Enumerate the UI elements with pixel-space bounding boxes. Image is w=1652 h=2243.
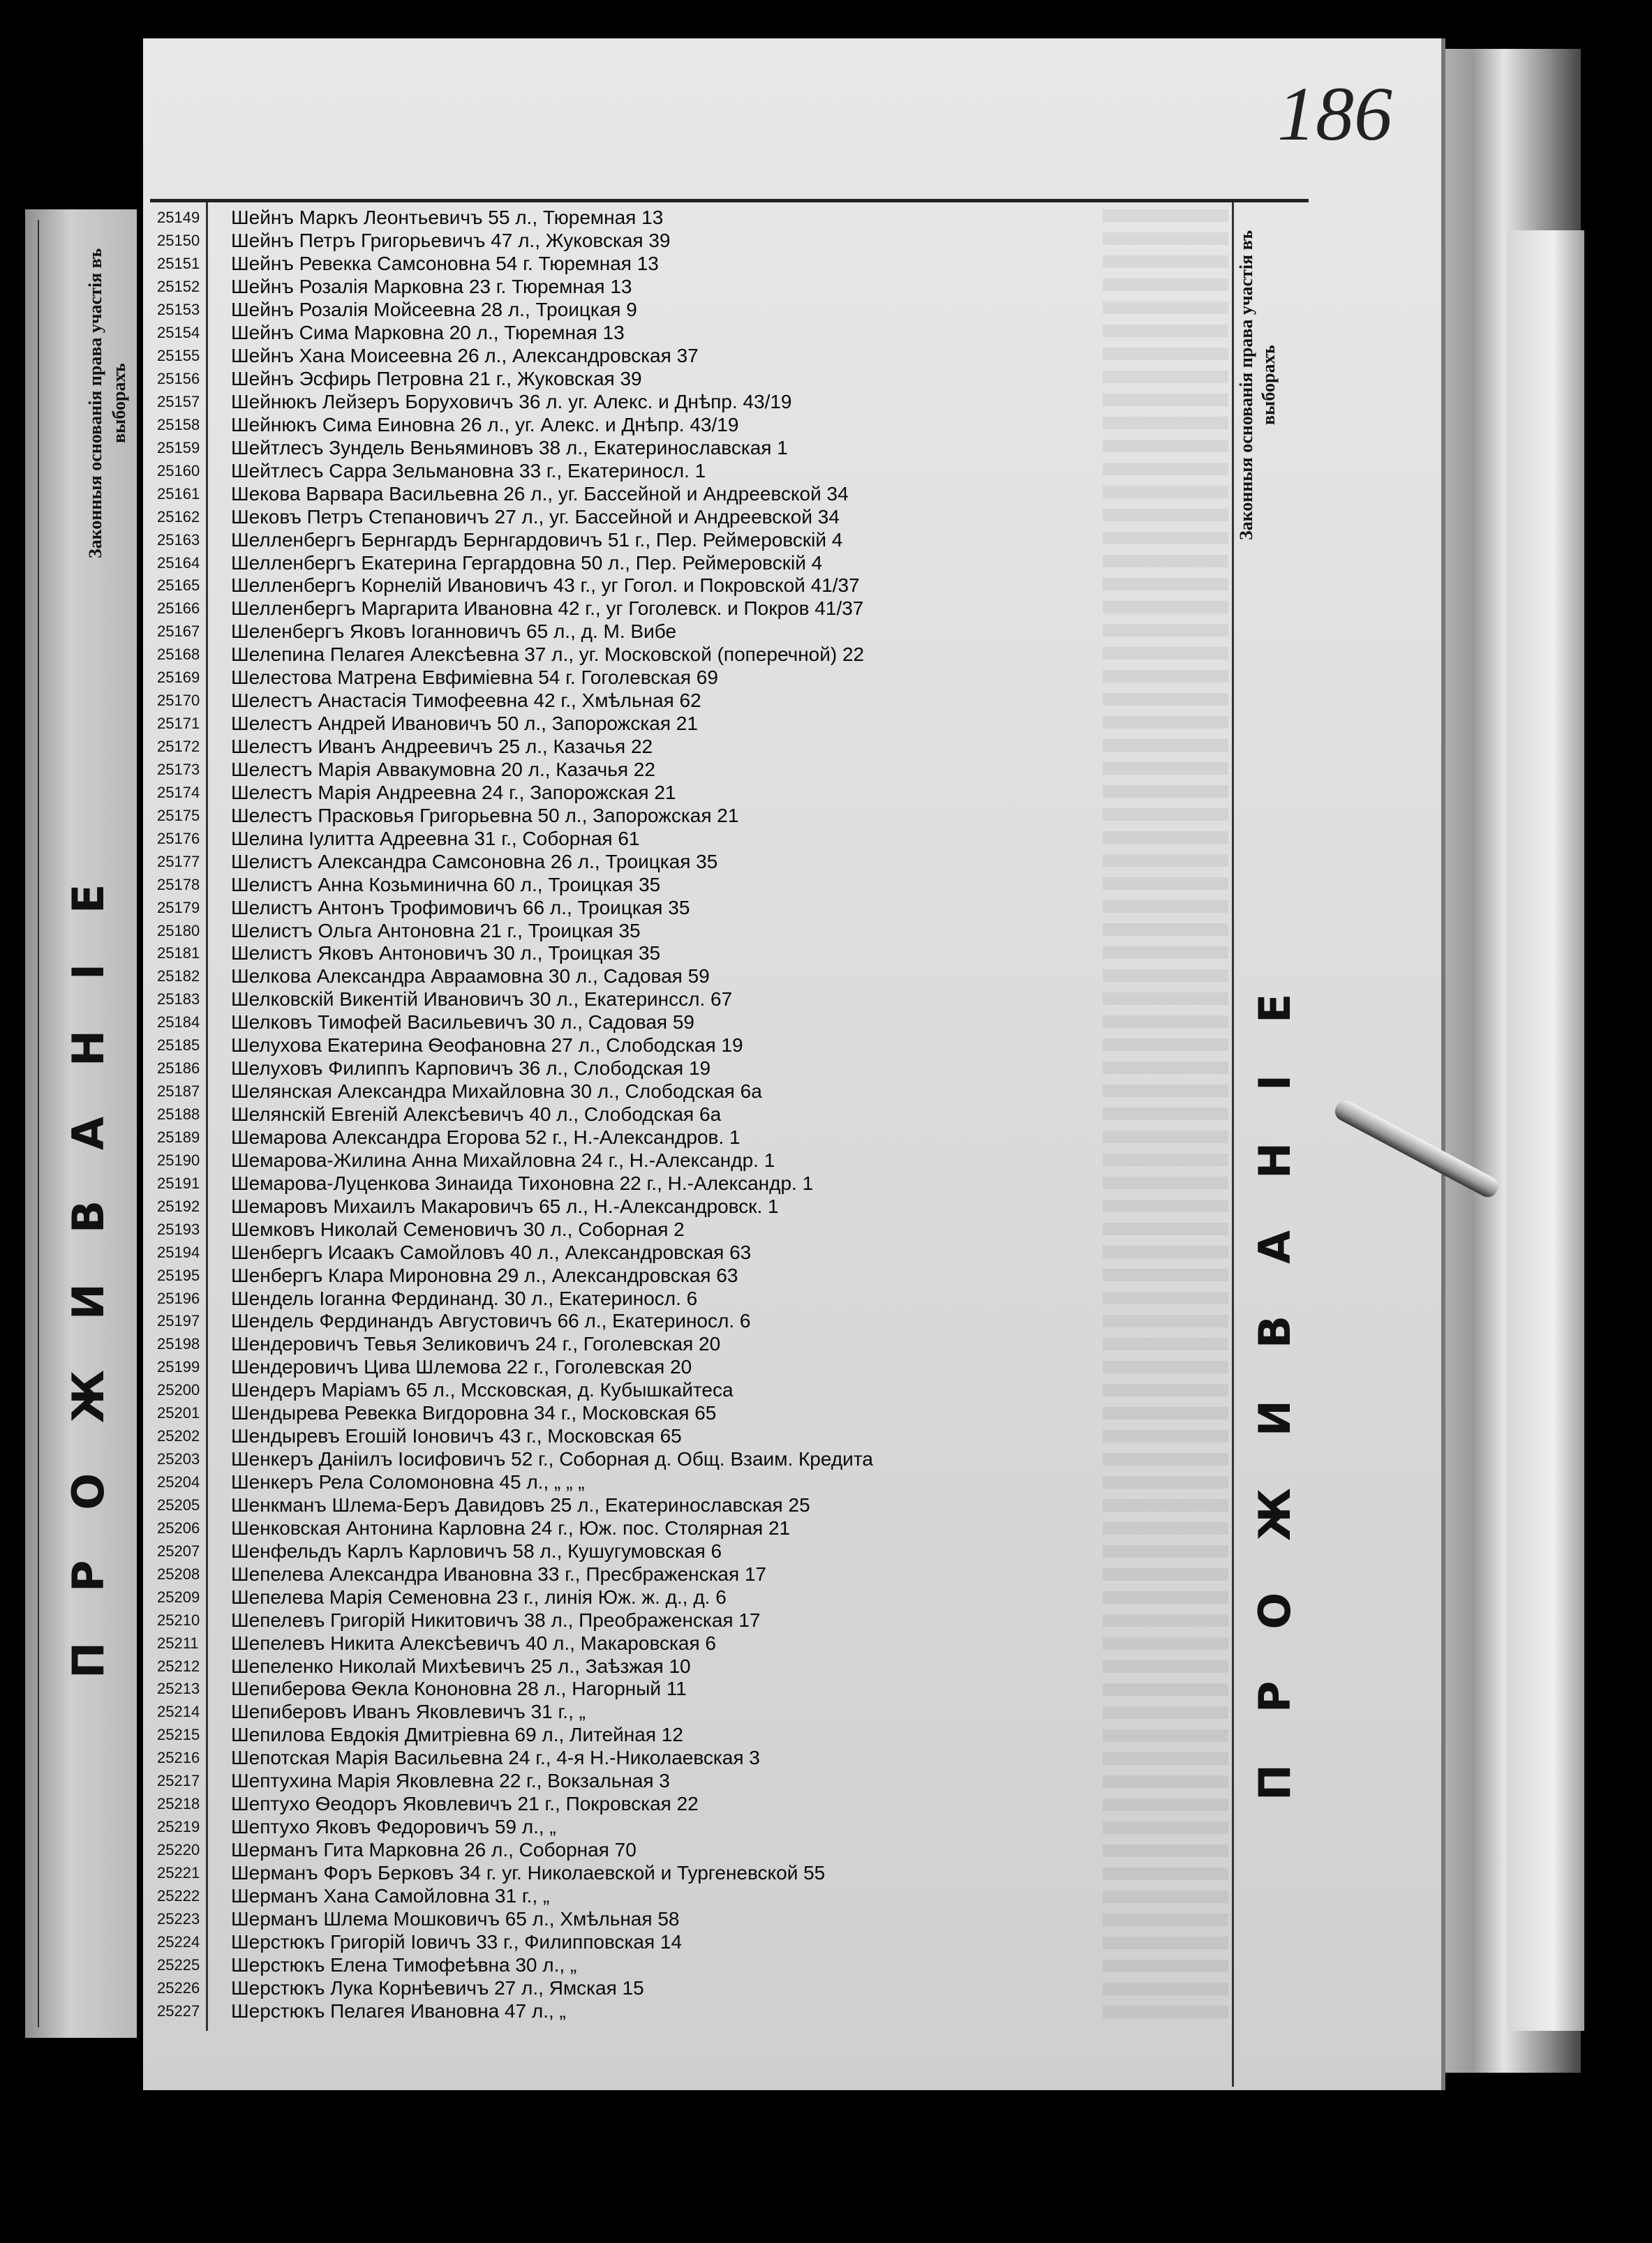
registry-row xyxy=(157,736,1148,759)
entry-number: 25227 xyxy=(157,2002,200,2020)
entry-number: 25169 xyxy=(157,669,200,687)
entry-text: Шелковскій Викентій Ивановичъ 30 л., Екатеринссл. 67 xyxy=(231,988,733,1011)
entry-text: Шемарова-Луценкова Зинаида Тихоновна 22 г., Н.-Александр. 1 xyxy=(231,1172,814,1194)
registry-row xyxy=(157,965,1148,988)
entry-number: 25199 xyxy=(157,1358,200,1376)
entry-number: 25226 xyxy=(157,1979,200,1997)
entry-number: 25160 xyxy=(157,461,200,479)
entry-text: Шемаровъ Михаилъ Макаровичъ 65 л., Н.-Александровск. 1 xyxy=(231,1195,779,1217)
entry-text: Шемарова-Жилина Анна Михайловна 24 г., Н.-Александр. 1 xyxy=(231,1149,775,1171)
registry-row xyxy=(157,1195,1148,1218)
registry-row xyxy=(157,1999,1148,2022)
entry-text: Шеленбергъ Яковъ Іоганновичъ 65 л., д. М. Вибе xyxy=(231,620,677,643)
entry-text: Шейнъ Сима Марковна 20 л., Тюремная 13 xyxy=(231,322,625,344)
entry-text: Шейнъ Розалія Мойсеевна 28 л., Троицкая 9 xyxy=(231,299,637,321)
registry-row xyxy=(157,850,1148,873)
entry-number: 25204 xyxy=(157,1473,200,1491)
registry-row xyxy=(157,804,1148,827)
entry-text: Шемковъ Николай Семеновичъ 30 л., Соборная 2 xyxy=(231,1218,685,1240)
entry-number: 25192 xyxy=(157,1197,200,1215)
registry-row xyxy=(157,1172,1148,1195)
entry-number: 25153 xyxy=(157,301,200,319)
entry-number: 25156 xyxy=(157,370,200,388)
registry-row xyxy=(157,1471,1148,1494)
registry-row xyxy=(157,1057,1148,1080)
registry-row xyxy=(157,505,1148,528)
registry-row xyxy=(157,551,1148,574)
entry-text: Шерстюкъ Елена Тимофеѣвна 30 л., „ xyxy=(231,1953,577,1976)
entry-number: 25197 xyxy=(157,1312,200,1330)
entry-number: 25189 xyxy=(157,1128,200,1146)
entry-number: 25221 xyxy=(157,1863,200,1881)
registry-row xyxy=(157,413,1148,436)
registry-row xyxy=(157,482,1148,505)
entry-text: Шерманъ Хана Самойловна 31 г., „ xyxy=(231,1884,550,1907)
entry-number: 25225 xyxy=(157,1955,200,1974)
registry-row xyxy=(157,253,1148,276)
entry-number: 25154 xyxy=(157,324,200,342)
entry-text: Шелестъ Андрей Ивановичъ 50 л., Запорожская 21 xyxy=(231,713,698,735)
registry-row xyxy=(157,1218,1148,1241)
registry-row xyxy=(157,1907,1148,1930)
registry-row xyxy=(157,391,1148,414)
registry-row xyxy=(157,230,1148,253)
entry-number: 25218 xyxy=(157,1795,200,1813)
entry-number: 25171 xyxy=(157,715,200,733)
registry-row xyxy=(157,1241,1148,1264)
entry-number: 25158 xyxy=(157,415,200,433)
entry-text: Шерстюкъ Григорій Іовичъ 33 г., Филипповская 14 xyxy=(231,1930,683,1953)
entry-number: 25174 xyxy=(157,783,200,801)
entry-number: 25172 xyxy=(157,738,200,756)
entry-text: Шелкова Александра Авраамовна 30 л., Садовая 59 xyxy=(231,965,710,988)
registry-row xyxy=(157,690,1148,713)
entry-text: Шептухо Ѳеодоръ Яковлевичъ 21 г., Покровская 22 xyxy=(231,1793,699,1815)
registry-row xyxy=(157,1494,1148,1517)
entry-number: 25210 xyxy=(157,1611,200,1629)
entry-text: Шелленбергъ Екатерина Гергардовна 50 л., Пер. Реймеровскій 4 xyxy=(231,551,823,574)
registry-row xyxy=(157,1770,1148,1793)
right-column-rule xyxy=(1232,202,1234,2087)
entry-text: Шерстюкъ Пелагея Ивановна 47 л., „ xyxy=(231,1999,566,2022)
entry-text: Шепелева Марія Семеновна 23 г., линія Юж. ж. д., д. 6 xyxy=(231,1586,727,1608)
entry-text: Шекова Варвара Васильевна 26 л., уг. Бассейной и Андреевской 34 xyxy=(231,482,849,505)
entry-text: Шелистъ Яковъ Антоновичъ 30 л., Троицкая 35 xyxy=(231,942,661,964)
registry-row xyxy=(157,1402,1148,1425)
entry-number: 25196 xyxy=(157,1289,200,1307)
entry-text: Шепиберова Ѳекла Кононовна 28 л., Нагорный 11 xyxy=(231,1678,687,1700)
entry-number: 25202 xyxy=(157,1427,200,1445)
entry-number: 25167 xyxy=(157,623,200,641)
entry-number: 25190 xyxy=(157,1151,200,1169)
registry-row xyxy=(157,896,1148,919)
registry-row xyxy=(157,597,1148,620)
entry-number: 25186 xyxy=(157,1059,200,1078)
entry-number: 25217 xyxy=(157,1772,200,1790)
registry-row xyxy=(157,1540,1148,1563)
entry-text: Шерстюкъ Лука Корнѣевичъ 27 л., Ямская 15 xyxy=(231,1976,644,1999)
entry-text: Шендель Фердинандъ Августовичъ 66 л., Екатериносл. 6 xyxy=(231,1310,751,1332)
registry-row xyxy=(157,827,1148,850)
registry-row xyxy=(157,207,1148,230)
entry-number: 25185 xyxy=(157,1036,200,1055)
entry-number: 25184 xyxy=(157,1013,200,1031)
entry-number: 25205 xyxy=(157,1496,200,1514)
registry-row xyxy=(157,1287,1148,1310)
registry-row xyxy=(157,1425,1148,1448)
book-edge-pages xyxy=(1508,230,1584,2031)
entry-number: 25183 xyxy=(157,990,200,1008)
entry-text: Шейнъ Эсфирь Петровна 21 г., Жуковская 39 xyxy=(231,368,642,390)
entry-number: 25173 xyxy=(157,760,200,778)
entry-number: 25215 xyxy=(157,1726,200,1744)
entry-number: 25155 xyxy=(157,347,200,365)
entry-number: 25219 xyxy=(157,1818,200,1836)
entry-text: Шелянская Александра Михайловна 30 л., Слободская 6а xyxy=(231,1080,762,1103)
registry-row xyxy=(157,1862,1148,1885)
entry-number: 25194 xyxy=(157,1243,200,1261)
entry-text: Шелленбергъ Маргарита Ивановна 42 г., уг Гоголевск. и Покров 41/37 xyxy=(231,597,864,620)
registry-row xyxy=(157,1310,1148,1333)
registry-row xyxy=(157,1884,1148,1907)
entry-text: Шепелева Александра Ивановна 33 г., Пресбраженская 17 xyxy=(231,1563,767,1585)
entry-number: 25151 xyxy=(157,255,200,273)
entry-number: 25207 xyxy=(157,1542,200,1560)
entry-number: 25182 xyxy=(157,967,200,985)
entry-number: 25220 xyxy=(157,1841,200,1859)
entry-text: Шендеръ Маріамъ 65 л., Мссковская, д. Кубышкайтеса xyxy=(231,1379,734,1401)
entry-text: Шендыревъ Егошій Іоновичъ 43 г., Московская 65 xyxy=(231,1425,682,1447)
entry-text: Шейнъ Ревекка Самсоновна 54 г. Тюремная 13 xyxy=(231,253,659,275)
top-rule xyxy=(150,199,1309,202)
left-column-header: Законныя основанія права участія въ выборахъ xyxy=(85,248,129,559)
entry-number: 25203 xyxy=(157,1450,200,1468)
entry-text: Шептухина Марія Яковлевна 22 г., Вокзальная 3 xyxy=(231,1770,670,1792)
registry-row xyxy=(157,1103,1148,1126)
entry-number: 25188 xyxy=(157,1105,200,1124)
registry-row xyxy=(157,1356,1148,1379)
registry-row xyxy=(157,1701,1148,1724)
registry-row xyxy=(157,1011,1148,1034)
registry-row xyxy=(157,1448,1148,1471)
registry-row xyxy=(157,1793,1148,1816)
registry-row xyxy=(157,436,1148,459)
registry-row xyxy=(157,1264,1148,1287)
entry-text: Шелковъ Тимофей Васильевичъ 30 л., Садовая 59 xyxy=(231,1011,694,1034)
entry-text: Шелестъ Марія Аввакумовна 20 л., Казачья 22 xyxy=(231,758,655,780)
registry-row xyxy=(157,528,1148,551)
entry-number: 25179 xyxy=(157,898,200,916)
registry-row xyxy=(157,1678,1148,1701)
registry-row xyxy=(157,1747,1148,1770)
entry-text: Шенбергъ Клара Мироновна 29 л., Александровская 63 xyxy=(231,1264,738,1286)
entry-text: Шелина Іулитта Адреевна 31 г., Соборная 61 xyxy=(231,827,640,849)
entry-text: Шелленбергъ Корнелій Ивановичъ 43 г., уг Гогол. и Покровской 41/37 xyxy=(231,574,860,597)
registry-row xyxy=(157,1953,1148,1976)
entry-text: Шепотская Марія Васильевна 24 г., 4-я Н.-Николаевская 3 xyxy=(231,1747,760,1769)
registry-row xyxy=(157,1632,1148,1655)
entry-number: 25163 xyxy=(157,530,200,549)
registry-row xyxy=(157,1517,1148,1540)
registry-row xyxy=(157,299,1148,322)
entry-text: Шейнъ Петръ Григорьевичъ 47 л., Жуковская 39 xyxy=(231,230,671,252)
entry-text: Шенкманъ Шлема-Беръ Давидовъ 25 л., Екатеринославская 25 xyxy=(231,1493,810,1516)
entry-number: 25201 xyxy=(157,1404,200,1422)
entry-number: 25178 xyxy=(157,875,200,893)
entry-text: Шелухова Екатерина Ѳеофановна 27 л., Слободская 19 xyxy=(231,1034,743,1057)
entry-text: Шендеровичъ Цива Шлемова 22 г., Гоголевская 20 xyxy=(231,1356,692,1378)
entry-number: 25161 xyxy=(157,484,200,502)
registry-row xyxy=(157,942,1148,965)
registry-row xyxy=(157,1586,1148,1609)
entry-number: 25208 xyxy=(157,1565,200,1583)
entry-number: 25222 xyxy=(157,1886,200,1905)
entry-number: 25157 xyxy=(157,392,200,410)
entry-text: Шелистъ Ольга Антоновна 21 г., Троицкая 35 xyxy=(231,919,641,941)
entry-number: 25198 xyxy=(157,1335,200,1353)
entry-number: 25213 xyxy=(157,1680,200,1698)
entry-text: Шелестъ Анастасія Тимофеевна 42 г., Хмѣльная 62 xyxy=(231,690,701,712)
entry-text: Шейнюкъ Лейзеръ Боруховичъ 36 л. уг. Алекс. и Днѣпр. 43/19 xyxy=(231,390,792,412)
entry-number: 25162 xyxy=(157,507,200,526)
entry-number: 25206 xyxy=(157,1519,200,1537)
entry-text: Шенковская Антонина Карловна 24 г., Юж. пос. Столярная 21 xyxy=(231,1517,791,1539)
registry-row xyxy=(157,1655,1148,1678)
entry-text: Шепилова Евдокія Дмитріевна 69 л., Литейная 12 xyxy=(231,1724,683,1746)
entry-text: Шейтлесъ Сарра Зельмановна 33 г., Екатериносл. 1 xyxy=(231,459,706,482)
entry-number: 25214 xyxy=(157,1703,200,1721)
registry-row xyxy=(157,1333,1148,1356)
entry-number: 25211 xyxy=(157,1634,199,1652)
registry-row xyxy=(157,713,1148,736)
entry-text: Шелянскій Евгеній Алексѣевичъ 40 л., Слободская 6а xyxy=(231,1103,722,1126)
entry-number: 25212 xyxy=(157,1657,200,1675)
right-column-header: Законныя основанія права участія въ выборахъ xyxy=(1236,230,1279,541)
registry-row xyxy=(157,988,1148,1011)
entry-text: Шелестъ Иванъ Андреевичъ 25 л., Казачья 22 xyxy=(231,736,653,758)
registry-row xyxy=(157,1126,1148,1149)
entry-text: Шелистъ Анна Козьминична 60 л., Троицкая 35 xyxy=(231,873,661,895)
registry-row xyxy=(157,1609,1148,1632)
registry-row xyxy=(157,1563,1148,1586)
entry-number: 25164 xyxy=(157,553,200,572)
registry-row xyxy=(157,1839,1148,1862)
entry-number: 25170 xyxy=(157,692,200,710)
entry-text: Шелуховъ Филиппъ Карповичъ 36 л., Слободская 19 xyxy=(231,1057,711,1080)
entry-text: Шенбергъ Исаакъ Самойловъ 40 л., Александровская 63 xyxy=(231,1241,752,1263)
entry-number: 25200 xyxy=(157,1381,200,1399)
entry-number: 25224 xyxy=(157,1932,200,1951)
entry-text: Шенфельдъ Карлъ Карловичъ 58 л., Кушугумовская 6 xyxy=(231,1540,722,1562)
registry-entries xyxy=(157,207,1148,2022)
entry-number: 25195 xyxy=(157,1266,200,1284)
entry-number: 25175 xyxy=(157,806,200,824)
registry-row xyxy=(157,781,1148,804)
entry-text: Шелистъ Александра Самсоновна 26 л., Троицкая 35 xyxy=(231,850,718,872)
entry-text: Шековъ Петръ Степановичъ 27 л., уг. Бассейной и Андреевской 34 xyxy=(231,505,840,528)
registry-row xyxy=(157,574,1148,597)
registry-row xyxy=(157,1149,1148,1172)
entry-number: 25209 xyxy=(157,1588,200,1606)
entry-number: 25193 xyxy=(157,1220,200,1238)
registry-row xyxy=(157,1080,1148,1103)
entry-text: Шендырева Ревекка Вигдоровна 34 г., Московская 65 xyxy=(231,1402,717,1424)
entry-number: 25166 xyxy=(157,599,200,618)
entry-text: Шейнъ Маркъ Леонтьевичъ 55 л., Тюремная 13 xyxy=(231,207,664,229)
entry-text: Шейтлесъ Зундель Веньяминовъ 38 л., Екатеринославская 1 xyxy=(231,436,788,459)
entry-text: Шелленбергъ Бернгардъ Бернгардовичъ 51 г., Пер. Реймеровскій 4 xyxy=(231,528,843,551)
registry-row xyxy=(157,620,1148,643)
entry-number: 25150 xyxy=(157,232,200,250)
entry-text: Шемарова Александра Егорова 52 г., Н.-Александров. 1 xyxy=(231,1126,741,1148)
entry-number: 25191 xyxy=(157,1174,200,1192)
registry-row xyxy=(157,276,1148,299)
registry-row xyxy=(157,666,1148,690)
registry-row xyxy=(157,1816,1148,1839)
entry-text: Шейнъ Хана Моисеевна 26 л., Александровская 37 xyxy=(231,345,699,367)
entry-number: 25177 xyxy=(157,852,200,870)
registry-row xyxy=(157,322,1148,345)
strip-rule xyxy=(38,220,39,2027)
entry-text: Шепелевъ Никита Алексѣевичъ 40 л., Макаровская 6 xyxy=(231,1632,716,1654)
registry-row xyxy=(157,643,1148,666)
entry-text: Шейнюкъ Сима Еиновна 26 л., уг. Алекс. и Днѣпр. 43/19 xyxy=(231,413,739,435)
registry-row xyxy=(157,1034,1148,1057)
entry-text: Шепиберовъ Иванъ Яковлевичъ 31 г., „ xyxy=(231,1701,586,1723)
left-section-title: ПРОЖИВАНІЕ xyxy=(63,833,114,1679)
page-number: 186 xyxy=(1277,71,1392,156)
entry-number: 25187 xyxy=(157,1082,200,1101)
entry-text: Шептухо Яковъ Федоровичъ 59 л., „ xyxy=(231,1816,556,1838)
entry-number: 25176 xyxy=(157,829,200,847)
registry-row xyxy=(157,759,1148,782)
entry-text: Шелестъ Прасковья Григорьевна 50 л., Запорожская 21 xyxy=(231,804,739,826)
registry-row xyxy=(157,873,1148,896)
entry-number: 25181 xyxy=(157,944,200,962)
entry-text: Шелистъ Антонъ Трофимовичъ 66 л., Троицкая 35 xyxy=(231,896,690,918)
registry-row xyxy=(157,368,1148,391)
entry-number: 25152 xyxy=(157,278,200,296)
registry-row xyxy=(157,1724,1148,1747)
entry-number: 25159 xyxy=(157,438,200,456)
entry-text: Шепеленко Николай Михѣевичъ 25 л., Заѣзжая 10 xyxy=(231,1655,691,1677)
entry-text: Шерманъ Гита Марковна 26 л., Соборная 70 xyxy=(231,1839,637,1861)
registry-row xyxy=(157,919,1148,942)
entry-text: Шерманъ Шлема Мошковичъ 65 л., Хмѣльная 58 xyxy=(231,1907,680,1930)
entry-number: 25216 xyxy=(157,1749,200,1767)
registry-row xyxy=(157,1379,1148,1402)
entry-number: 25149 xyxy=(157,209,200,227)
entry-text: Шендеровичъ Тевья Зеликовичъ 24 г., Гоголевская 20 xyxy=(231,1333,721,1355)
entry-text: Шелепина Пелагея Алексѣевна 37 л., уг. Московской (поперечной) 22 xyxy=(231,643,865,666)
entry-number: 25165 xyxy=(157,576,200,595)
entry-text: Шенкеръ Рела Соломоновна 45 л., „ „ „ xyxy=(231,1471,585,1493)
entry-number: 25223 xyxy=(157,1909,200,1928)
entry-text: Шепелевъ Григорій Никитовичъ 38 л., Преображенская 17 xyxy=(231,1609,761,1631)
entry-text: Шейнъ Розалія Марковна 23 г. Тюремная 13 xyxy=(231,276,632,298)
registry-row xyxy=(157,1976,1148,1999)
registry-row xyxy=(157,1930,1148,1953)
entry-text: Шелестъ Марія Андреевна 24 г., Запорожская 21 xyxy=(231,781,676,803)
entry-number: 25168 xyxy=(157,646,200,664)
registry-row xyxy=(157,459,1148,482)
entry-text: Шенкеръ Даніилъ Іосифовичъ 52 г., Соборная д. Общ. Взаим. Кредита xyxy=(231,1448,873,1470)
right-section-title: ПРОЖИВАНІЕ xyxy=(1249,941,1300,1801)
registry-row xyxy=(157,345,1148,368)
entry-text: Шендель Іоганна Фердинанд. 30 л., Екатериносл. 6 xyxy=(231,1287,698,1309)
entry-number: 25180 xyxy=(157,921,200,939)
entry-text: Шелестова Матрена Евфиміевна 54 г. Гоголевская 69 xyxy=(231,666,718,689)
entry-text: Шерманъ Форъ Берковъ 34 г. уг. Николаевской и Тургеневской 55 xyxy=(231,1861,826,1884)
